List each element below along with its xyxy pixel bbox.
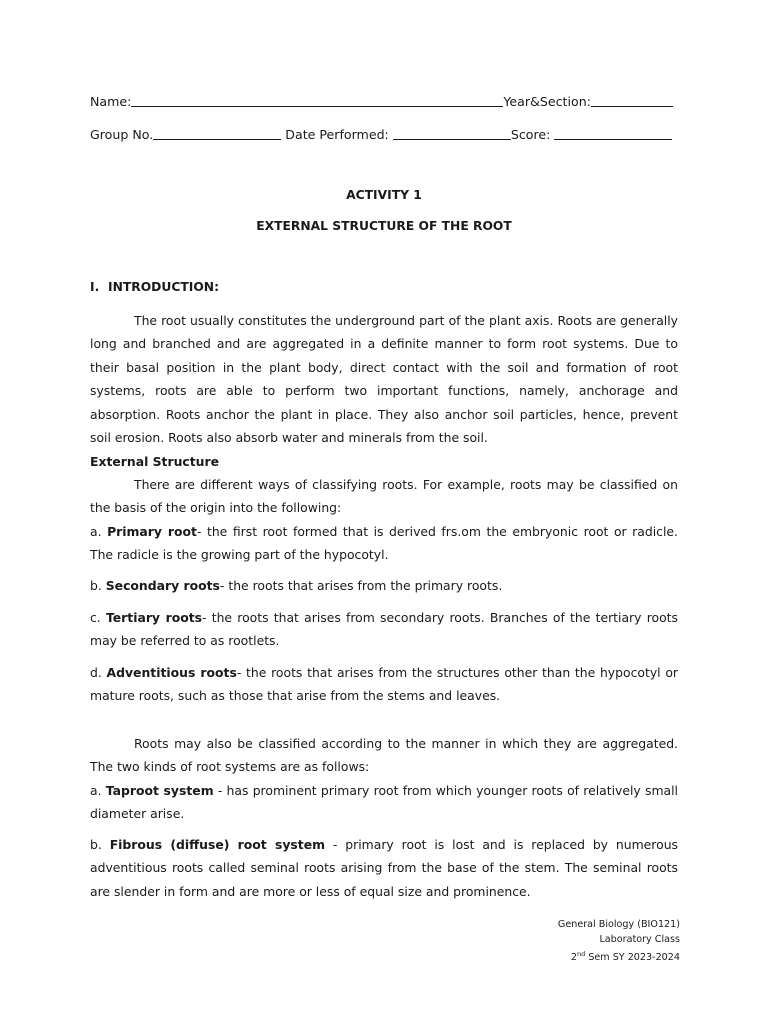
name-row bbox=[90, 94, 680, 109]
group-blank bbox=[153, 127, 281, 140]
list-item-secondary-roots bbox=[90, 574, 678, 597]
introduction-heading bbox=[90, 280, 219, 294]
name-label: Name: bbox=[90, 94, 132, 109]
year-section-blank bbox=[591, 94, 673, 107]
external-structure-heading: External Structure bbox=[90, 454, 220, 469]
item-text: - the first root formed that is derived frs.om the embryonic root or radicle. The radicle is the growing part of the hypocotyl. bbox=[90, 524, 678, 563]
item-text: - the roots that arises from the structures other than the hypocotyl or mature roots, such as those that arise from the stems and leaves. bbox=[90, 665, 678, 704]
item-text: - primary root is lost and is replaced by numerous adventitious roots called seminal roots arising from the base of the stem. The seminal roots are slender in form and are more or less of equal size and prominence. bbox=[90, 837, 678, 899]
year-section-label: Year&Section: bbox=[503, 94, 591, 109]
item-text: - the roots that arises from secondary roots. Branches of the tertiary roots may be referred to as rootlets. bbox=[90, 610, 678, 649]
item-prefix: b. bbox=[90, 578, 106, 593]
page-footer bbox=[558, 917, 680, 965]
list-item-adventitious-roots bbox=[90, 661, 678, 708]
list-item-fibrous-root-system bbox=[90, 833, 678, 903]
introduction-paragraph: The root usually constitutes the underground part of the plant axis. Roots are generally long and branched and are aggregated in a definite manner to form root systems. Due to their basal position in the plant body, direct contact with the soil and formation of root systems, roots are able to perform two important functions, namely, anchorage and absorption. Roots anchor the plant in place. They also anchor soil particles, hence, prevent soil erosion. Roots also absorb water and minerals from the soil. bbox=[90, 313, 678, 446]
list-item-primary-root bbox=[90, 520, 678, 567]
footer-course: General Biology (BIO121) bbox=[557, 919, 680, 930]
date-blank bbox=[393, 127, 511, 140]
list-item-taproot-system bbox=[90, 779, 678, 826]
external-intro-paragraph: There are different ways of classifying roots. For example, roots may be classified on the basis of the origin into the following: bbox=[90, 477, 678, 516]
item-prefix: a. bbox=[90, 783, 106, 798]
semester-suffix: nd bbox=[577, 950, 586, 958]
item-prefix: d. bbox=[90, 665, 107, 680]
footer-semester bbox=[558, 947, 680, 965]
semester-year: Sem SY 2023-2024 bbox=[585, 952, 680, 963]
item-term: Tertiary roots bbox=[105, 610, 203, 625]
group-label: Group No. bbox=[90, 127, 154, 142]
item-prefix: b. bbox=[90, 837, 110, 852]
topic-title: EXTERNAL STRUCTURE OF THE ROOT bbox=[256, 219, 512, 233]
section-title: INTRODUCTION: bbox=[108, 280, 220, 294]
item-term: Adventitious roots bbox=[106, 665, 237, 680]
footer-class: Laboratory Class bbox=[599, 934, 680, 945]
group-row bbox=[90, 127, 680, 142]
date-label: Date Performed: bbox=[285, 127, 389, 142]
item-term: Primary root bbox=[107, 524, 197, 539]
item-term: Fibrous (diffuse) root system bbox=[109, 837, 326, 852]
item-term: Taproot system bbox=[105, 783, 214, 798]
item-text: - the roots that arises from the primary roots. bbox=[219, 578, 503, 593]
name-blank bbox=[131, 94, 503, 107]
section-number: I. bbox=[90, 280, 100, 294]
root-systems-intro-paragraph: Roots may also be classified according to the manner in which they are aggregated. The two kinds of root systems are as follows: bbox=[90, 736, 678, 775]
item-prefix: c. bbox=[90, 610, 106, 625]
semester-number: 2 bbox=[570, 952, 578, 963]
item-term: Secondary roots bbox=[105, 578, 220, 593]
score-label: Score: bbox=[510, 127, 551, 142]
score-blank bbox=[554, 127, 672, 140]
item-prefix: a. bbox=[90, 524, 108, 539]
list-item-tertiary-roots bbox=[90, 606, 678, 653]
item-text: - has prominent primary root from which younger roots of relatively small diameter arise. bbox=[90, 783, 678, 822]
activity-title: ACTIVITY 1 bbox=[346, 188, 422, 202]
